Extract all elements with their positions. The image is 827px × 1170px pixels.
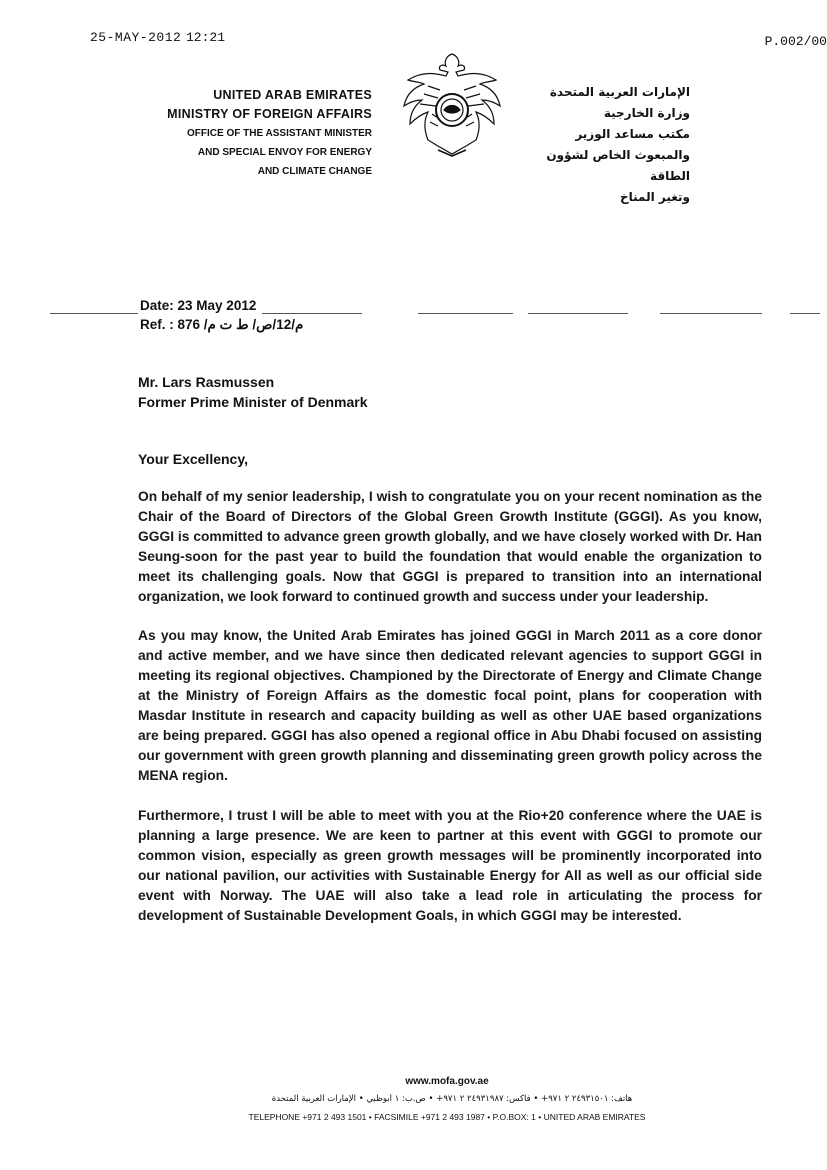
letterhead-ar-ministry: وزارة الخارجية xyxy=(603,106,690,120)
letterhead-climate: AND CLIMATE CHANGE xyxy=(257,166,372,177)
letterhead-ar-envoy: والمبعوث الخاص لشؤون الطاقة xyxy=(546,148,690,183)
salutation: Your Excellency, xyxy=(138,451,248,467)
fax-noise-line xyxy=(50,313,138,314)
letterhead-english xyxy=(167,86,372,181)
reference-value: 876 /م/12/ص/ ط ت م xyxy=(177,317,304,332)
body-paragraph: On behalf of my senior leadership, I wish to congratulate you on your recent nomination as the Chair of the Board of Directors of the Global Green Growth Institute (GGGI). As you know, GGGI is committed to advance green growth globally, and we have closely worked with Dr. Han Seung-soon for the past year to build the foundation that would enable the organization to meet its challenging goals. Now that GGGI is prepared to transition into an international organization, we look forward to continued growth and success under your leadership. xyxy=(138,489,762,604)
date-row xyxy=(140,296,303,315)
addressee-block xyxy=(138,372,368,412)
addressee-title: Former Prime Minister of Denmark xyxy=(138,394,368,410)
letter-meta xyxy=(140,296,303,334)
letterhead-country: UNITED ARAB EMIRATES xyxy=(213,88,372,102)
reference-row xyxy=(140,315,303,334)
body-paragraph: As you may know, the United Arab Emirates has joined GGGI in March 2011 as a core donor and active member, and we have since then dedicated relevant agencies to support GGGI in meeting its regional objectives. Championed by the Directorate of Energy and Climate Change at the Ministry of Foreign Affairs as the domestic focal point, plans for cooperation with Masdar Institute in research and capacity building as well as other UAE based organizations are being prepared. GGGI has also opened a regional office in Abu Dhabi focused on assisting our government with green growth planning and disseminating green growth policy across the MENA region. xyxy=(138,628,762,783)
letterhead-ar-office: مكتب مساعد الوزير xyxy=(575,127,690,141)
fax-date: 25-MAY-2012 xyxy=(90,30,182,45)
fax-page-number: P.002/00 xyxy=(764,34,827,49)
divider-line xyxy=(528,313,628,314)
footer-website-link[interactable]: www.mofa.gov.ae xyxy=(405,1076,489,1087)
date-label: Date: xyxy=(140,298,174,313)
date-value: 23 May 2012 xyxy=(177,298,257,313)
footer-contact-arabic: هاتف: ٢٤٩٣١٥٠١ ٢ ٩٧١+ • فاكس: ٢٤٩٣١٩٨٧ ٢ ٩٧١+ • ص.ب: ١ أبوظبي • الإمارات العربية المتحدة xyxy=(271,1094,633,1104)
letterhead-ar-country: الإمارات العربية المتحدة xyxy=(549,85,690,99)
fax-time: 12:21 xyxy=(186,30,226,45)
letterhead-ministry: MINISTRY OF FOREIGN AFFAIRS xyxy=(167,107,372,121)
letterhead-arabic xyxy=(520,82,690,208)
addressee-name: Mr. Lars Rasmussen xyxy=(138,374,275,390)
body-paragraph: Furthermore, I trust I will be able to meet with you at the Rio+20 conference where the UAE is planning a large presence. We are keen to partner at this event with GGGI to promote our common vision, especially as green growth messages will be prominently incorporated into our national pavilion, our activities with Sustainable Energy for All as well as our official side event with Norway. The UAE will also take a lead role in articulating the process for development of Sustainable Development Goals, in which GGGI may be interested. xyxy=(138,808,762,923)
reference-label: Ref. : xyxy=(140,317,174,332)
letterhead-office: OFFICE OF THE ASSISTANT MINISTER xyxy=(187,128,372,139)
divider-line xyxy=(418,313,513,314)
divider-line xyxy=(790,313,820,314)
footer-contact-english: TELEPHONE +971 2 493 1501 • FACSIMILE +971 2 493 1987 • P.O.BOX: 1 • UNITED ARAB EMIRATES xyxy=(248,1112,646,1122)
uae-eagle-emblem-icon xyxy=(398,50,506,160)
letterhead-envoy: AND SPECIAL ENVOY FOR ENERGY xyxy=(197,147,372,158)
letterhead-ar-climate: وتغير المناخ xyxy=(620,190,690,204)
divider-line xyxy=(660,313,762,314)
